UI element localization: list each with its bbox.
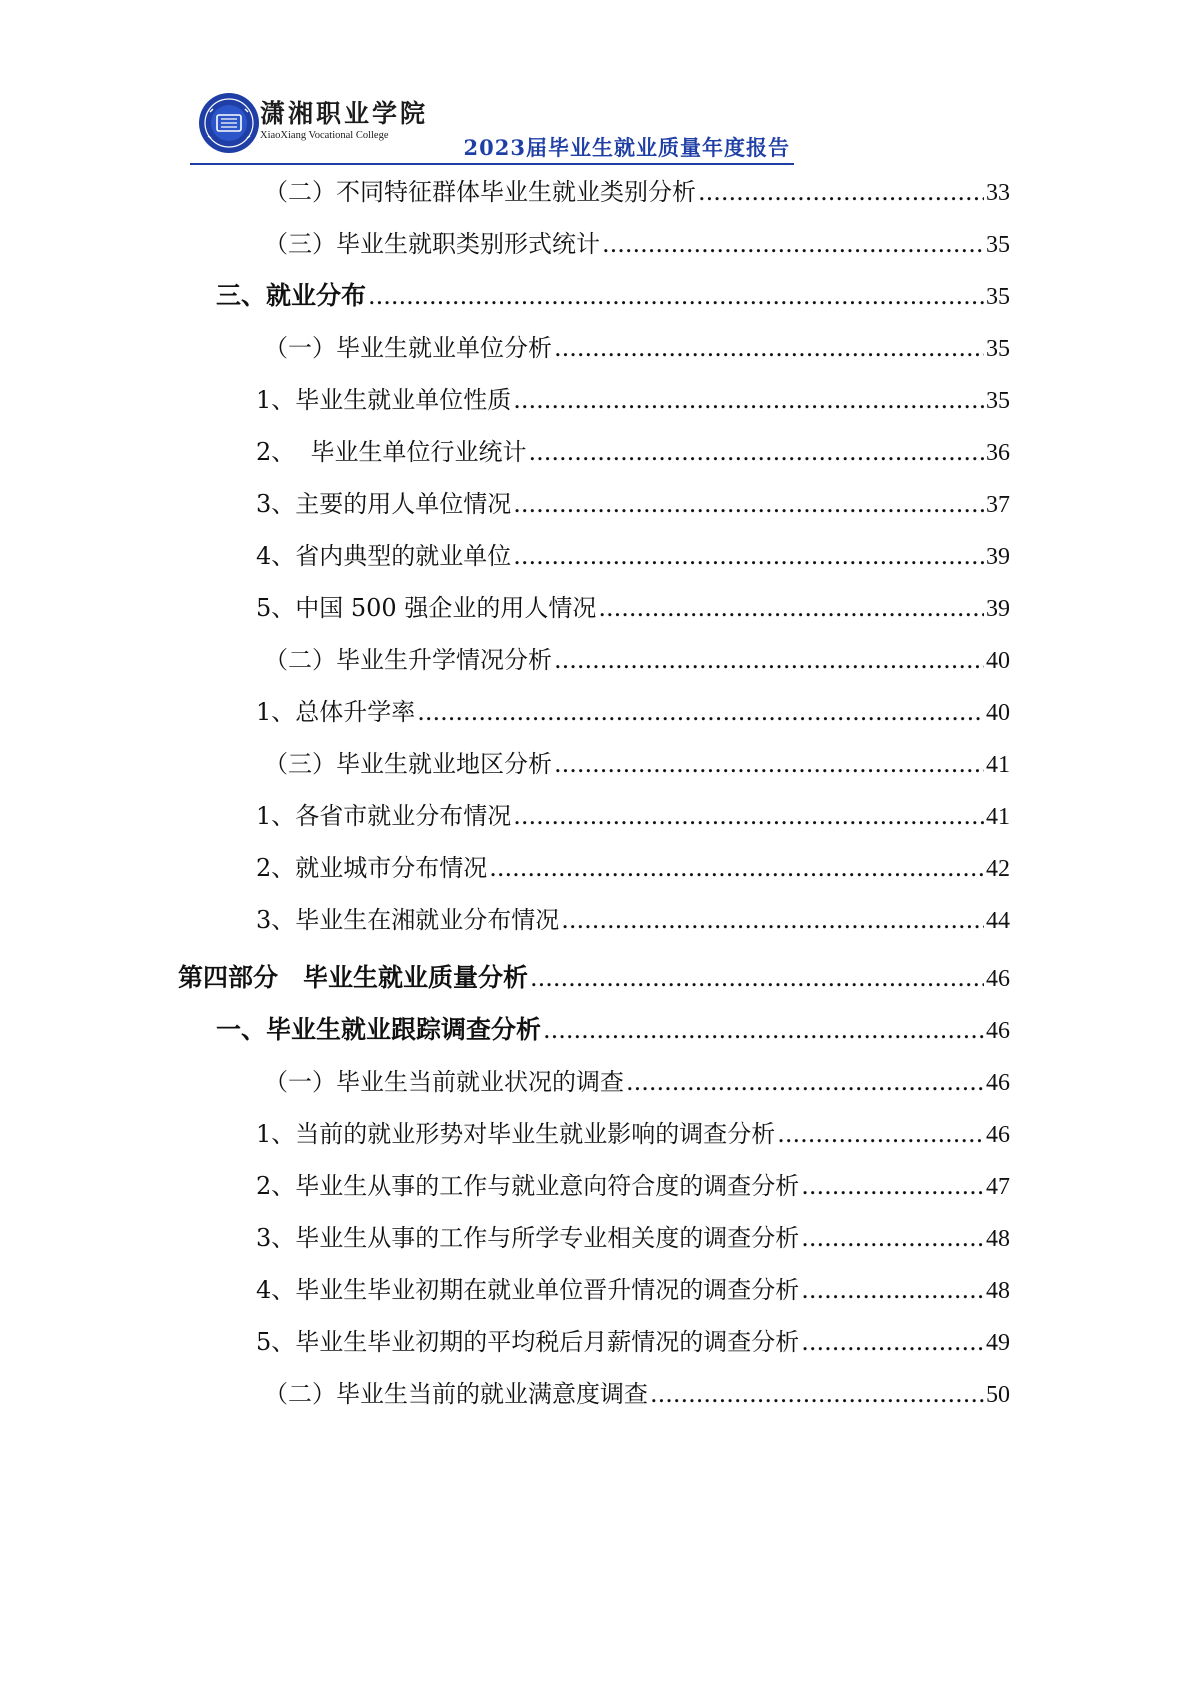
toc-entry-label: 5、中国 500 强企业的用人情况 (256, 594, 597, 622)
toc-entry-page: 41 (986, 752, 1010, 778)
toc-entry-label: （三）毕业生就职类别形式统计 (264, 230, 600, 258)
college-name: 潇湘职业学院 (260, 99, 429, 128)
toc-leader-dots (513, 490, 984, 518)
toc-entry-page: 35 (986, 284, 1010, 310)
toc-leader-dots (554, 646, 984, 674)
toc-leader-dots (561, 906, 984, 934)
toc-entry-label: 1、总体升学率 (256, 698, 416, 726)
toc-entry-page: 35 (986, 336, 1010, 362)
toc-entry-page: 46 (986, 966, 1010, 992)
report-title: 2023届毕业生就业质量年度报告 (463, 135, 790, 160)
toc-entry-label: 3、毕业生在湘就业分布情况 (256, 906, 560, 934)
toc-entry-label: 1、毕业生就业单位性质 (256, 386, 512, 414)
toc-leader-dots (417, 698, 984, 726)
toc-leader-dots (529, 438, 984, 466)
toc-entry[interactable] (264, 640, 1010, 680)
toc-leader-dots (801, 1276, 984, 1304)
toc-entry[interactable] (256, 900, 1010, 940)
toc-entry-label: （二）毕业生升学情况分析 (264, 646, 552, 674)
toc-leader-dots (530, 964, 984, 992)
toc-entry[interactable] (264, 224, 1010, 264)
toc-entry[interactable] (256, 1322, 1010, 1362)
toc-leader-dots (602, 230, 984, 258)
toc-entry[interactable] (256, 848, 1010, 888)
toc-entry-label: 4、毕业生毕业初期在就业单位晋升情况的调查分析 (256, 1276, 800, 1304)
toc-entry[interactable] (178, 958, 1010, 998)
toc-entry[interactable] (256, 588, 1010, 628)
toc-entry-label: 2、就业城市分布情况 (256, 854, 488, 882)
toc-leader-dots (698, 178, 984, 206)
toc-leader-dots (513, 542, 984, 570)
toc-entry-label: 一、毕业生就业跟踪调查分析 (216, 1015, 542, 1044)
toc-entry-page: 42 (986, 856, 1010, 882)
toc-entry[interactable] (264, 172, 1010, 212)
toc-entry-page: 33 (986, 180, 1010, 206)
page-header (190, 86, 794, 166)
toc-entry-page: 48 (986, 1278, 1010, 1304)
toc-entry[interactable] (256, 1270, 1010, 1310)
toc-entry-label: （二）不同特征群体毕业生就业类别分析 (264, 178, 696, 206)
toc-entry-page: 49 (986, 1330, 1010, 1356)
toc-entry-page: 39 (986, 544, 1010, 570)
toc-entry-page: 40 (986, 700, 1010, 726)
toc-entry[interactable] (264, 1374, 1010, 1414)
header-divider (190, 163, 794, 165)
toc-entry-page: 40 (986, 648, 1010, 674)
toc-entry-page: 35 (986, 388, 1010, 414)
toc-entry[interactable] (256, 692, 1010, 732)
toc-entry[interactable] (256, 1114, 1010, 1154)
toc-entry-page: 44 (986, 908, 1010, 934)
toc-leader-dots (598, 594, 984, 622)
toc-entry-page: 37 (986, 492, 1010, 518)
toc-leader-dots (513, 802, 984, 830)
college-name-en: XiaoXiang Vocational College (260, 130, 389, 141)
toc-entry-page: 48 (986, 1226, 1010, 1252)
toc-leader-dots (777, 1120, 984, 1148)
toc-entry-page: 46 (986, 1018, 1010, 1044)
toc-leader-dots (626, 1068, 984, 1096)
toc-entry-label: 3、毕业生从事的工作与所学专业相关度的调查分析 (256, 1224, 800, 1252)
toc-entry-label: 2、 毕业生单位行业统计 (256, 438, 527, 466)
toc-entry[interactable] (256, 380, 1010, 420)
toc-entry-label: （一）毕业生当前就业状况的调查 (264, 1068, 624, 1096)
toc-entry[interactable] (256, 484, 1010, 524)
toc-entry-label: （三）毕业生就业地区分析 (264, 750, 552, 778)
toc-entry-page: 36 (986, 440, 1010, 466)
toc-entry-page: 41 (986, 804, 1010, 830)
toc-leader-dots (554, 750, 984, 778)
college-seal-logo-icon (198, 92, 260, 154)
toc-entry-page: 47 (986, 1174, 1010, 1200)
toc-entry-page: 35 (986, 232, 1010, 258)
toc-entry-label: 4、省内典型的就业单位 (256, 542, 512, 570)
toc-entry-label: 第四部分 毕业生就业质量分析 (178, 963, 529, 992)
toc-entry-label: 三、就业分布 (216, 281, 367, 310)
toc-entry-label: 3、主要的用人单位情况 (256, 490, 512, 518)
toc-entry-label: （一）毕业生就业单位分析 (264, 334, 552, 362)
toc-leader-dots (554, 334, 984, 362)
toc-entry-page: 46 (986, 1122, 1010, 1148)
toc-entry[interactable] (256, 536, 1010, 576)
toc-leader-dots (543, 1016, 984, 1044)
toc-entry[interactable] (264, 744, 1010, 784)
toc-entry-label: （二）毕业生当前的就业满意度调查 (264, 1380, 648, 1408)
toc-leader-dots (801, 1224, 984, 1252)
toc-leader-dots (368, 282, 984, 310)
toc-entry[interactable] (216, 276, 1010, 316)
toc-entry-label: 1、当前的就业形势对毕业生就业影响的调查分析 (256, 1120, 776, 1148)
toc-entry[interactable] (256, 432, 1010, 472)
toc-entry-label: 1、各省市就业分布情况 (256, 802, 512, 830)
toc-entry[interactable] (256, 1218, 1010, 1258)
toc-entry[interactable] (256, 796, 1010, 836)
toc-leader-dots (513, 386, 984, 414)
toc-entry[interactable] (264, 328, 1010, 368)
toc-leader-dots (801, 1328, 984, 1356)
toc-entry[interactable] (216, 1010, 1010, 1050)
toc-entry-page: 39 (986, 596, 1010, 622)
toc-entry-page: 46 (986, 1070, 1010, 1096)
toc-entry-label: 5、毕业生毕业初期的平均税后月薪情况的调查分析 (256, 1328, 800, 1356)
toc-entry[interactable] (256, 1166, 1010, 1206)
toc-leader-dots (650, 1380, 984, 1408)
toc-entry[interactable] (264, 1062, 1010, 1102)
toc-leader-dots (801, 1172, 984, 1200)
toc-leader-dots (489, 854, 984, 882)
toc-entry-page: 50 (986, 1382, 1010, 1408)
toc-entry-label: 2、毕业生从事的工作与就业意向符合度的调查分析 (256, 1172, 800, 1200)
